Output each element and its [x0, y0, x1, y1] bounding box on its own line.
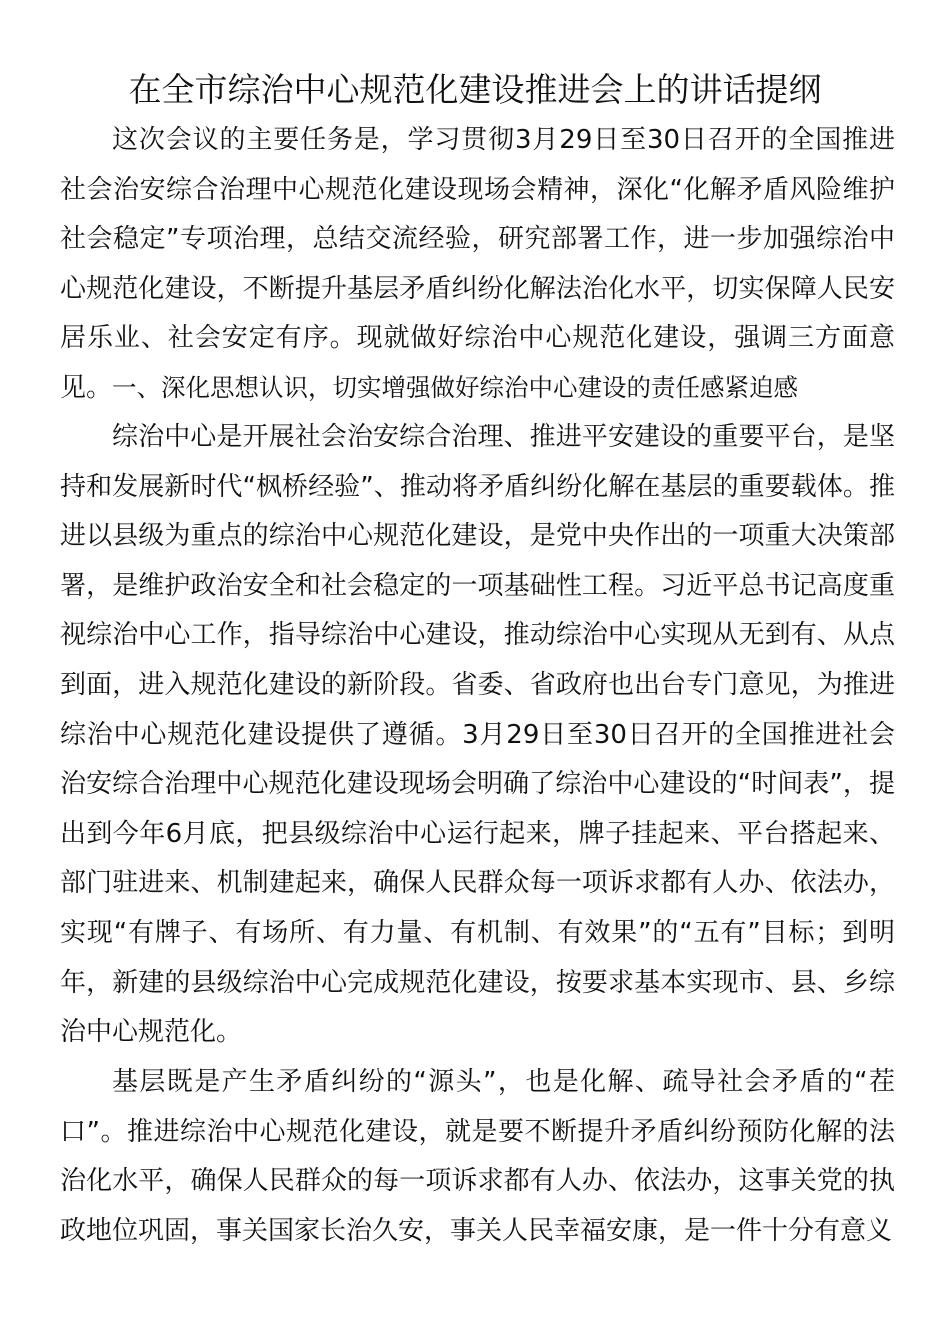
body-paragraph-2: 基层既是产生矛盾纠纷的“源头”，也是化解、疏导社会矛盾的“茬口”。推进综治中心规范化建设，就是要不断提升矛盾纠纷预防化解的法治化水平，确保人民群众的每一项诉求都有人办、依法办，这事关党的执政地位巩固，事关国家长治久安，事关人民幸福安康，是一件十分有意义: [60, 1067, 895, 1246]
section-heading-1: 一、深化思想认识，切实增强做好综治中心建设的责任感紧迫感: [112, 373, 798, 402]
document-title: 在全市综治中心规范化建设推进会上的讲话提纲: [128, 70, 822, 109]
intro-paragraph: 这次会议的主要任务是，学习贯彻3月29日至30日召开的全国推进社会治安综合治理中心规范化建设现场会精神，深化“化解矛盾风险维护社会稳定”专项治理，总结交流经验，研究部署工作，进一步加强综治中心规范化建设，不断提升基层矛盾纠纷化解法治化水平，切实保障人民安居乐业、社会安定有序。现就做好综治中心规范化建设，强调三方面意见。: [60, 125, 895, 403]
body-paragraph-1: 综治中心是开展社会治安综合治理、推进平安建设的重要平台，是坚持和发展新时代“枫桥经验”、推动将矛盾纠纷化解在基层的重要载体。推进以县级为重点的综治中心规范化建设，是党中央作出的一项重大决策部署，是维护政治安全和社会稳定的一项基础性工程。习近平总书记高度重视综治中心工作，指导综治中心建设，推动综治中心实现从无到有、从点到面，进入规范化建设的新阶段。省委、省政府也出台专门意见，为推进综治中心规范化建设提供了遵循。3月29日至30日召开的全国推进社会治安综合治理中心规范化建设现场会明确了综治中心建设的“时间表”，提出到今年6月底，把县级综治中心运行起来，牌子挂起来、平台搭起来、部门驻进来、机制建起来，确保人民群众每一项诉求都有人办、依法办，实现“有牌子、有场所、有力量、有机制、有效果”的“五有”目标；到明年，新建的县级综治中心完成规范化建设，按要求基本实现市、县、乡综治中心规范化。: [60, 422, 895, 1048]
